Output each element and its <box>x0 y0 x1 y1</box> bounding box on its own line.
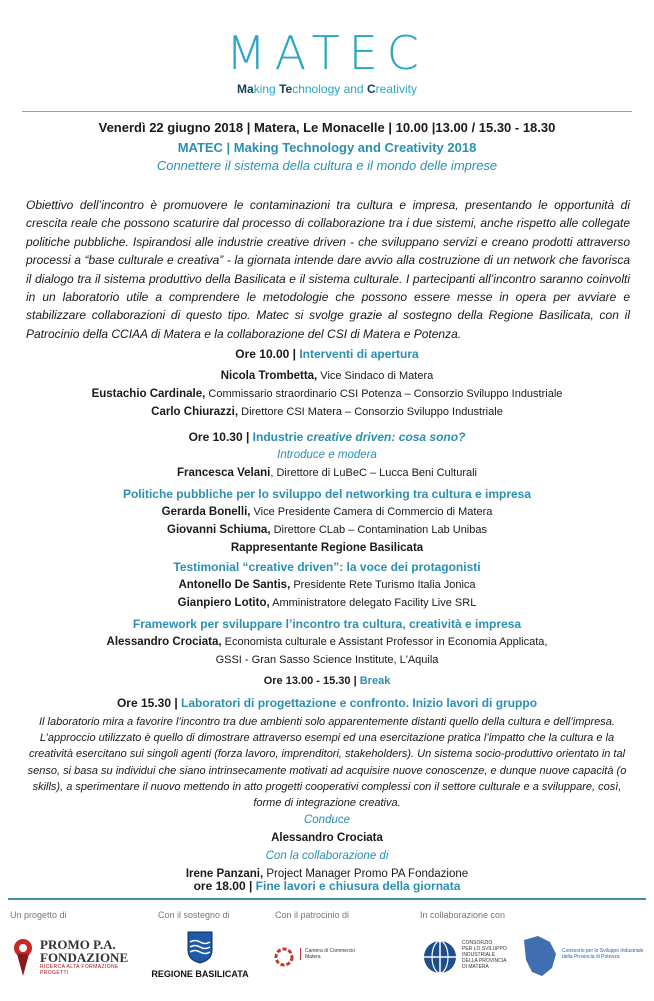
moderator-label: Introduce e modera <box>277 449 377 461</box>
event-header <box>0 119 654 174</box>
collab-label: Con la collaborazione di <box>265 850 389 863</box>
footer-label-project: Un progetto di <box>10 910 67 920</box>
regione-basilicata-logo: REGIONE BASILICATA <box>150 930 250 990</box>
region-shield-icon <box>186 930 214 964</box>
conduce-name: Alessandro Crociata <box>271 832 383 845</box>
promo-pa-logo: PROMO P.A. FONDAZIONE RICERCA ALTA FORMAZIONE PROGETTI <box>8 934 138 982</box>
session-policies <box>0 485 654 557</box>
speaker-row: Carlo Chiurazzi, Direttore CSI Matera – Consorzio Sviluppo Industriale <box>151 406 503 418</box>
speaker-row: Francesca Velani, Direttore di LuBeC – Lucca Beni Culturali <box>176 467 477 479</box>
session-industries: Ore 10.30 | Industrie creative driven: cosa sono? Introduce e modera Francesca Velani, Direttore di LuBeC – Lucca Beni Culturali <box>0 428 654 482</box>
conduce-label: Conduce <box>303 814 351 827</box>
speaker-row: Antonello De Santis, Presidente Rete Turismo Italia Jonica <box>178 579 476 591</box>
speaker-row: Giovanni Schiuma, Direttore CLab – Contamination Lab Unibas <box>167 524 487 536</box>
speaker-affiliation: GSSI - Gran Sasso Science Institute, L'Aquila <box>215 654 439 666</box>
footer-label-collaboration: In collaborazione con <box>420 910 506 920</box>
footer-label-patronage: Con il patrocinio di <box>275 910 350 920</box>
consorzio-potenza-logo: Consorzio per lo Sviluppo Industriale della Provincia di Potenza <box>518 930 646 986</box>
event-subtitle: Connettere il sistema della cultura e il mondo delle imprese <box>156 158 498 173</box>
speaker-row: Eustachio Cardinale, Commissario straordinario CSI Potenza – Consorzio Sviluppo Industriale <box>91 388 563 400</box>
session-lab: Ore 15.30 | Laboratori di progettazione e confronto. Inizio lavori di gruppo Il laboratorio mira a favorire l’incontro tra due ambienti solo apparentemente distanti quello della cultura e dell’impresa. L’approccio utilizzato è quello di dimostrare attraverso esempi ed una esercitazione pratica l’impatto che la cultura e la creatività esercitano sui singoli agenti (forza lavoro, imprenditori, stakeholders). Un sistema socio-produttivo orientato in tal senso, si basa su individui che siano intrinsecamente motivati ad acquisire nuove conoscenze, e dunque nuove capacità (o skills), a sperimentare il nuovo mettendo in atto progetti cooperativi complessi con il settore culturale e a sviluppare, così, forme di integrazione creativa. Conduce Alessandro Crociata Con la collaborazione di Irene Panzani, Project Manager Promo PA Fondazione <box>0 694 654 883</box>
speaker-row: Alessandro Crociata, Economista culturale e Assistant Professor in Economia Applicata, <box>106 636 548 648</box>
header-divider <box>22 111 632 112</box>
session-closing: ore 18.00 | Fine lavori e chiusura della giornata <box>193 879 461 893</box>
session-title: Framework per sviluppare l’incontro tra cultura, creatività e impresa <box>132 617 522 631</box>
consorzio-globe-icon <box>422 939 458 975</box>
footer-label-support: Con il sostegno di <box>158 910 230 920</box>
session-title: Politiche pubbliche per lo sviluppo del networking tra cultura e impresa <box>122 487 532 501</box>
chamber-emblem-icon <box>274 947 294 967</box>
event-title: MATEC | Making Technology and Creativity 2018 <box>177 140 477 155</box>
consorzio-matera-logo: CONSORZIO PER LO SVILUPPO INDUSTRIALE DELLA PROVINCIA DI MATERA <box>420 934 530 982</box>
region-map-icon <box>518 932 562 980</box>
lab-description: Il laboratorio mira a favorire l’incontro tra due ambienti solo apparentemente distanti quello della cultura e dell’impresa. L’approccio utilizzato è quello di dimostrare attraverso esempi ed una esercitazione pratica l’impatto che la cultura e la creatività esercitano sui singoli agenti (forza lavoro, imprenditori, stakeholders). Un sistema socio-produttivo orientato in tal senso, si basa su individui che siano intrinsecamente motivati ad acquisire nuove conoscenze, e dunque nuove capacità (o skills), a sperimentare il nuovo mettendo in atto progetti cooperativi complessi con il settore culturale e a sviluppare, così, forme di integrazione creativa. <box>27 716 627 810</box>
speaker-row: Rappresentante Regione Basilicata <box>230 542 424 554</box>
footer-divider <box>8 898 646 900</box>
speaker-row: Gianpiero Lotito, Amministratore delegato Facility Live SRL <box>177 597 477 609</box>
session-opening: Ore 10.00 | Interventi di apertura Nicola Trombetta, Vice Sindaco di Matera Eustachio Cardinale, Commissario straordinario CSI Potenza – Consorzio Sviluppo Industriale Carlo Chiurazzi, Direttore CSI Matera – Consorzio Sviluppo Industriale <box>0 345 654 421</box>
intro-paragraph: Obiettivo dell’incontro è promuovere le contaminazioni tra cultura e impresa, presentando le opportunità di crescita reale che possono scaturire dal processo di collaborazione tra i due sistemi, anche rispetto alle collegate politiche pubbliche. Ispirandosi alle industrie creative driven - che sviluppano servizi e creano prodotti attraverso processi a “base culturale e creativa” - la giornata intende dare avvio alla costruzione di un network che favorisca il dialogo tra il sistema produttivo della Basilicata e il sistema culturale. I partecipanti all’incontro saranno coinvolti in un laboratorio utile a comprendere le metodologie che possono essere messe in opera per avviare e stabilizzare collaborazioni di questo tipo. Matec si svolge grazie al sostegno della Regione Basilicata, con il Patrocinio della CCIAA di Matera e la collaborazione del CSI di Matera e Potenza. <box>26 198 630 341</box>
session-title: Interventi di apertura <box>299 347 419 361</box>
session-testimonial <box>0 558 654 612</box>
session-break: Ore 13.00 - 15.30 | Break <box>263 675 391 687</box>
session-title: Testimonial “creative driven”: la voce dei protagonisti <box>173 560 481 574</box>
speaker-row: Irene Panzani, Project Manager Promo PA Fondazione <box>185 868 469 881</box>
logo-tagline: Making Technology and Creativity <box>237 82 417 96</box>
event-date-line: Venerdì 22 giugno 2018 | Matera, Le Monacelle | 10.00 |13.00 / 15.30 - 18.30 <box>98 120 556 135</box>
matec-logo <box>0 26 654 96</box>
session-framework <box>0 615 654 669</box>
logo-wordmark: MATEC <box>226 26 428 80</box>
promo-pa-emblem-icon <box>8 936 38 978</box>
speaker-row: Nicola Trombetta, Vice Sindaco di Matera <box>220 370 434 382</box>
camera-commercio-logo: Camera di Commercio Matera <box>272 945 382 975</box>
speaker-row: Gerarda Bonelli, Vice Presidente Camera di Commercio di Matera <box>161 506 493 518</box>
